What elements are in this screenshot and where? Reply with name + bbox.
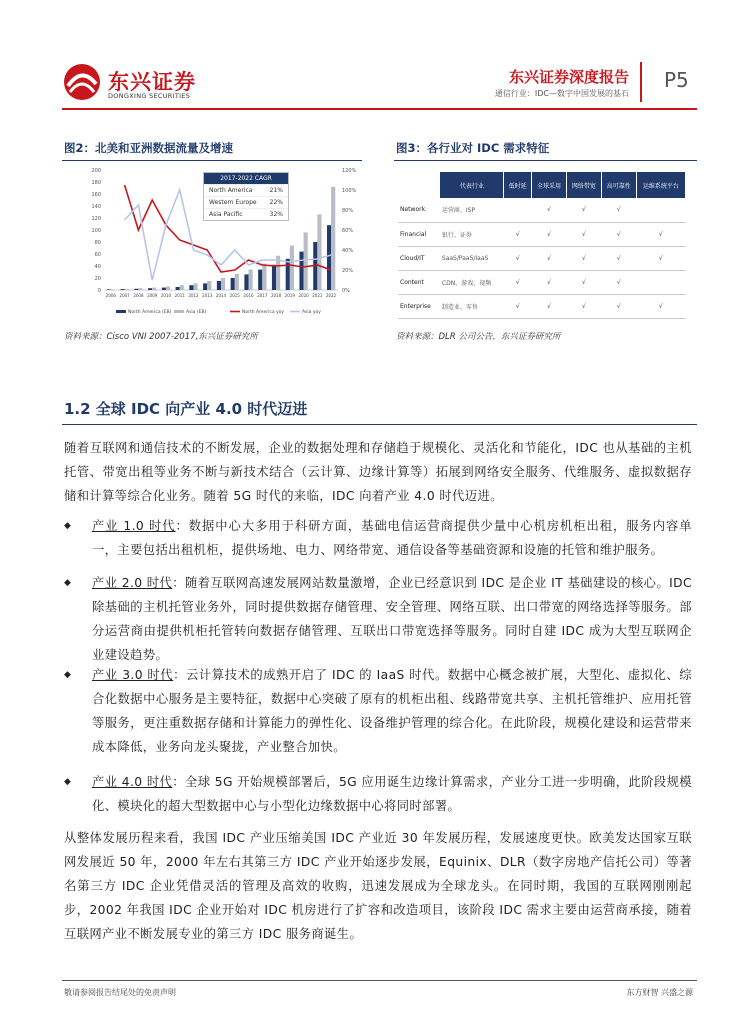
figure3-rule [394, 160, 697, 161]
report-title: 东兴证券深度报告 [508, 68, 629, 86]
figure3-caption: 图3：各行业对 IDC 需求特征 [396, 141, 550, 155]
table-header-cell: 全球采用 [532, 172, 567, 198]
bar-mark [148, 288, 152, 290]
x-tick-label: 2021 [312, 293, 323, 298]
x-tick-label: 2013 [202, 293, 213, 298]
table-cell: √ [601, 198, 636, 222]
bar-mark [180, 285, 184, 290]
bullet-item [92, 514, 692, 562]
x-tick-label: 2008 [133, 293, 144, 298]
logo-text-cn: 东兴证券 [108, 70, 196, 94]
table-cell: 制造业、零售 [440, 294, 504, 318]
era-text: ：全球 5G 开始规模部署后，5G 应用诞生边缘计算需求，产业分工进一步明确，此阶段规模化、模块化的超大型数据中心与小型化边缘数据中心将同时部署。 [92, 775, 692, 813]
bullet-item [92, 571, 692, 667]
era-text: ：云计算技术的成熟开启了 IDC 的 IaaS 时代。数据中心概念被扩展，大型化、虚拟化、综合化数据中心服务是主要特征，数据中心突破了原有的机柜出租、线路带宽共享、主机托管维护、应用托管等服务，更注重数据存储和计算能力的弹性化、设备维护管理的综合化。在此阶段，规模化建设和运营带来成本降低，业务向龙头聚拢，产业整合加快。 [92, 668, 692, 754]
x-tick-label: 2015 [229, 293, 240, 298]
logo-text-en: DONGXING SECURITIES [108, 92, 191, 100]
table-cell: Network [398, 198, 440, 222]
table-row [398, 270, 686, 294]
table-cell: Enterprise [398, 294, 440, 318]
y-tick-label: 200 [91, 168, 101, 174]
table-cell: Financial [398, 222, 440, 246]
table-cell [636, 270, 685, 294]
y-tick-label: 40 [94, 264, 101, 270]
table-cell: √ [636, 246, 685, 270]
y-tick-label: 140 [91, 204, 101, 210]
page-number: P5 [664, 68, 689, 92]
bullet-diamond-icon: ◆ [64, 777, 71, 787]
era-label: 产业 2.0 时代 [92, 576, 173, 590]
bar-mark [299, 252, 303, 290]
figure2-caption: 图2：北美和亚洲数据流量及增速 [64, 141, 233, 155]
x-tick-label: 2011 [174, 293, 185, 298]
header-divider [640, 62, 642, 102]
table-cell: √ [601, 222, 636, 246]
era-label: 产业 4.0 时代 [92, 775, 173, 789]
bar-mark [121, 289, 125, 290]
cagr-value: 32% [269, 211, 283, 218]
bar-mark [317, 214, 321, 290]
figure3-source: 资料来源：DLR 公司公告，东兴证券研究所 [396, 332, 561, 342]
table-cell: √ [532, 270, 567, 294]
x-tick-label: 2010 [160, 293, 172, 298]
y2-tick-label: 0% [342, 288, 350, 294]
table-row [398, 294, 686, 318]
cagr-box [203, 172, 289, 221]
legend-label: North America (EB) [128, 310, 172, 315]
cagr-row [204, 184, 288, 196]
table-cell: √ [504, 270, 532, 294]
bar-mark [235, 274, 239, 290]
bar-mark [286, 259, 290, 290]
bar-mark [304, 232, 308, 290]
y-tick-label: 180 [91, 180, 101, 186]
legend-swatch [174, 310, 184, 313]
bullet-diamond-icon: ◆ [64, 578, 71, 588]
table-header-cell: 代表行业 [440, 172, 504, 198]
bar-mark [327, 225, 331, 290]
y2-tick-label: 80% [342, 208, 354, 214]
x-tick-label: 2012 [188, 293, 199, 298]
era-text: ：数据中心大多用于科研方面，基础电信运营商提供少量中心机房机柜出租，服务内容单一，主要包括出租机柜，提供场地、电力、网络带宽、通信设备等基础资源和设施的托管和维护服务。 [92, 519, 692, 557]
table-row [398, 246, 686, 270]
table-cell: √ [532, 294, 567, 318]
section-rule [62, 424, 697, 425]
bar-mark [331, 187, 335, 290]
bar-mark [203, 283, 207, 290]
table-header-row [398, 172, 686, 198]
bar-mark [231, 278, 235, 290]
cagr-region: North America [209, 187, 253, 194]
cagr-title: 2017-2022 CAGR [204, 173, 288, 184]
legend-label: Asia yoy [302, 310, 321, 315]
bar-mark [176, 287, 180, 290]
bar-mark [193, 283, 197, 290]
table-row [398, 198, 686, 222]
x-tick-label: 2016 [243, 293, 254, 298]
table-cell [636, 198, 685, 222]
table-cell: √ [566, 270, 601, 294]
bar-mark [272, 265, 276, 290]
y-tick-label: 80 [94, 240, 101, 246]
x-tick-label: 2018 [270, 293, 282, 298]
y-tick-label: 20 [94, 276, 101, 282]
bar-mark [107, 289, 111, 290]
bar-mark [217, 281, 221, 290]
table-cell: √ [504, 246, 532, 270]
footer-slogan: 东方财智 兴盛之源 [626, 988, 693, 997]
table-cell: 运营商、ISP [440, 198, 504, 222]
bullet-diamond-icon: ◆ [64, 670, 71, 680]
idc-demand-table [398, 172, 686, 319]
y2-tick-label: 20% [342, 268, 354, 274]
report-subtitle: 通信行业：IDC—数字中国发展的基石 [494, 89, 629, 98]
table-cell: √ [636, 222, 685, 246]
footer-rule [62, 980, 697, 981]
table-cell: √ [532, 222, 567, 246]
x-tick-label: 2022 [326, 293, 337, 298]
table-cell: √ [636, 294, 685, 318]
y-tick-label: 160 [91, 192, 101, 198]
table-cell: √ [601, 270, 636, 294]
company-logo [62, 62, 222, 104]
table-cell: Content [398, 270, 440, 294]
logo-emblem-icon [62, 62, 102, 102]
table-header-cell: 高可靠性 [601, 172, 636, 198]
figure2-source: 资料来源：Cisco VNI 2007-2017,东兴证券研究所 [64, 332, 258, 342]
y2-tick-label: 100% [342, 188, 357, 194]
table-cell: SaaS/PaaS/IaaS [440, 246, 504, 270]
x-tick-label: 2017 [257, 293, 268, 298]
bar-mark [249, 270, 253, 290]
bar-mark [166, 286, 170, 290]
y2-tick-label: 60% [342, 228, 354, 234]
table-cell: √ [532, 198, 567, 222]
table-cell: Cloud/IT [398, 246, 440, 270]
y-tick-label: 100 [91, 228, 101, 234]
table-cell [504, 198, 532, 222]
x-tick-label: 2019 [284, 293, 295, 298]
x-tick-label: 2014 [215, 293, 227, 298]
bullet-diamond-icon: ◆ [64, 521, 71, 531]
cagr-row [204, 208, 288, 220]
bar-mark [152, 288, 156, 290]
cagr-value: 22% [269, 199, 283, 206]
table-cell: √ [532, 246, 567, 270]
y2-tick-label: 120% [342, 168, 357, 174]
bar-mark [258, 270, 262, 290]
legend-label: North America yoy [242, 310, 285, 315]
bullet-item [92, 770, 692, 818]
table-header-cell: 网络带宽 [566, 172, 601, 198]
bar-mark [207, 281, 211, 290]
y2-tick-label: 40% [342, 248, 354, 254]
bar-mark [125, 289, 129, 290]
table-cell: √ [504, 294, 532, 318]
x-tick-label: 2020 [298, 293, 309, 298]
bar-mark [244, 274, 248, 290]
x-tick-label: 2009 [147, 293, 158, 298]
cagr-region: Western Europe [209, 199, 257, 206]
section-title: 1.2 全球 IDC 向产业 4.0 时代迈进 [64, 400, 308, 418]
table-cell: √ [566, 222, 601, 246]
table-header-cell: 运维系统平台 [636, 172, 685, 198]
table-cell: √ [566, 294, 601, 318]
era-text: ：随着互联网高速发展网站数量激增，企业已经意识到 IDC 是企业 IT 基础建设的核心。IDC 除基础的主机托管业务外，同时提供数据存储管理、安全管理、网络互联、出口带宽的网络选择等服务。部分运营商由提供机柜托管转向数据存储管理、互联出口带宽选择等服务。同时自建 IDC 成为大型互联网企业建设趋势。 [92, 576, 692, 662]
legend-swatch [116, 310, 126, 313]
x-tick-label: 2006 [105, 293, 116, 298]
bar-mark [162, 288, 166, 290]
x-tick-label: 2007 [119, 293, 130, 298]
legend-label: Asia (EB) [186, 310, 207, 315]
figure2-rule [62, 160, 362, 161]
y-tick-label: 0 [97, 288, 101, 294]
cagr-value: 21% [269, 187, 283, 194]
y-tick-label: 60 [94, 252, 101, 258]
table-cell: 银行、证券 [440, 222, 504, 246]
era-label: 产业 3.0 时代 [92, 668, 174, 682]
era-label: 产业 1.0 时代 [92, 519, 176, 533]
closing-paragraph: 从整体发展历程来看，我国 IDC 产业压缩美国 IDC 产业近 30 年发展历程，发展速度更快。欧美发达国家互联网发展近 50 年，2000 年左右其第三方 IDC 产业开始逐步发展，Equinix、DLR（数字房地产信托公司）等著名第三方 IDC 企业凭借灵活的管理及高效的收购，迅速发展成为全球龙头。在同时期，我国的互联网刚刚起步，2002 年我国 IDC 企业开始对 IDC 机房进行了扩容和改造项目，该阶段 IDC 需求主要由运营商承接，随着互联网产业不断发展专业的第三方 IDC 服务商诞生。 [64, 831, 692, 941]
bar-mark [290, 246, 294, 290]
table-cell: √ [601, 294, 636, 318]
footer-disclaimer: 敬请参阅报告结尾处的免责声明 [64, 988, 176, 997]
table-cell: CDN、游戏、视频 [440, 270, 504, 294]
bar-mark [111, 289, 115, 290]
y-tick-label: 120 [91, 216, 101, 222]
table-cell: √ [566, 198, 601, 222]
table-cell: √ [504, 222, 532, 246]
bar-mark [134, 289, 138, 290]
table-cell: √ [566, 246, 601, 270]
table-header-cell: 低时延 [504, 172, 532, 198]
bar-mark [221, 278, 225, 290]
bar-mark [138, 288, 142, 290]
bullet-item [92, 663, 692, 759]
cagr-row [204, 196, 288, 208]
table-row [398, 222, 686, 246]
header-rule [62, 108, 697, 110]
bar-mark [189, 285, 193, 290]
table-cell: √ [601, 246, 636, 270]
bar-mark [262, 264, 266, 290]
table-header-cell [398, 172, 440, 198]
cagr-region: Asia Pacific [209, 211, 243, 218]
intro-paragraph: 随着互联网和通信技术的不断发展，企业的数据处理和存储趋于规模化、灵活化和节能化，IDC 也从基础的主机托管、带宽出租等业务不断与新技术结合（云计算、边缘计算等）拓展到网络安全服务、代维服务、虚拟数据存储和计算等综合化业务。随着 5G 时代的来临，IDC 向着产业 4.0 时代迈进。 [64, 441, 692, 503]
